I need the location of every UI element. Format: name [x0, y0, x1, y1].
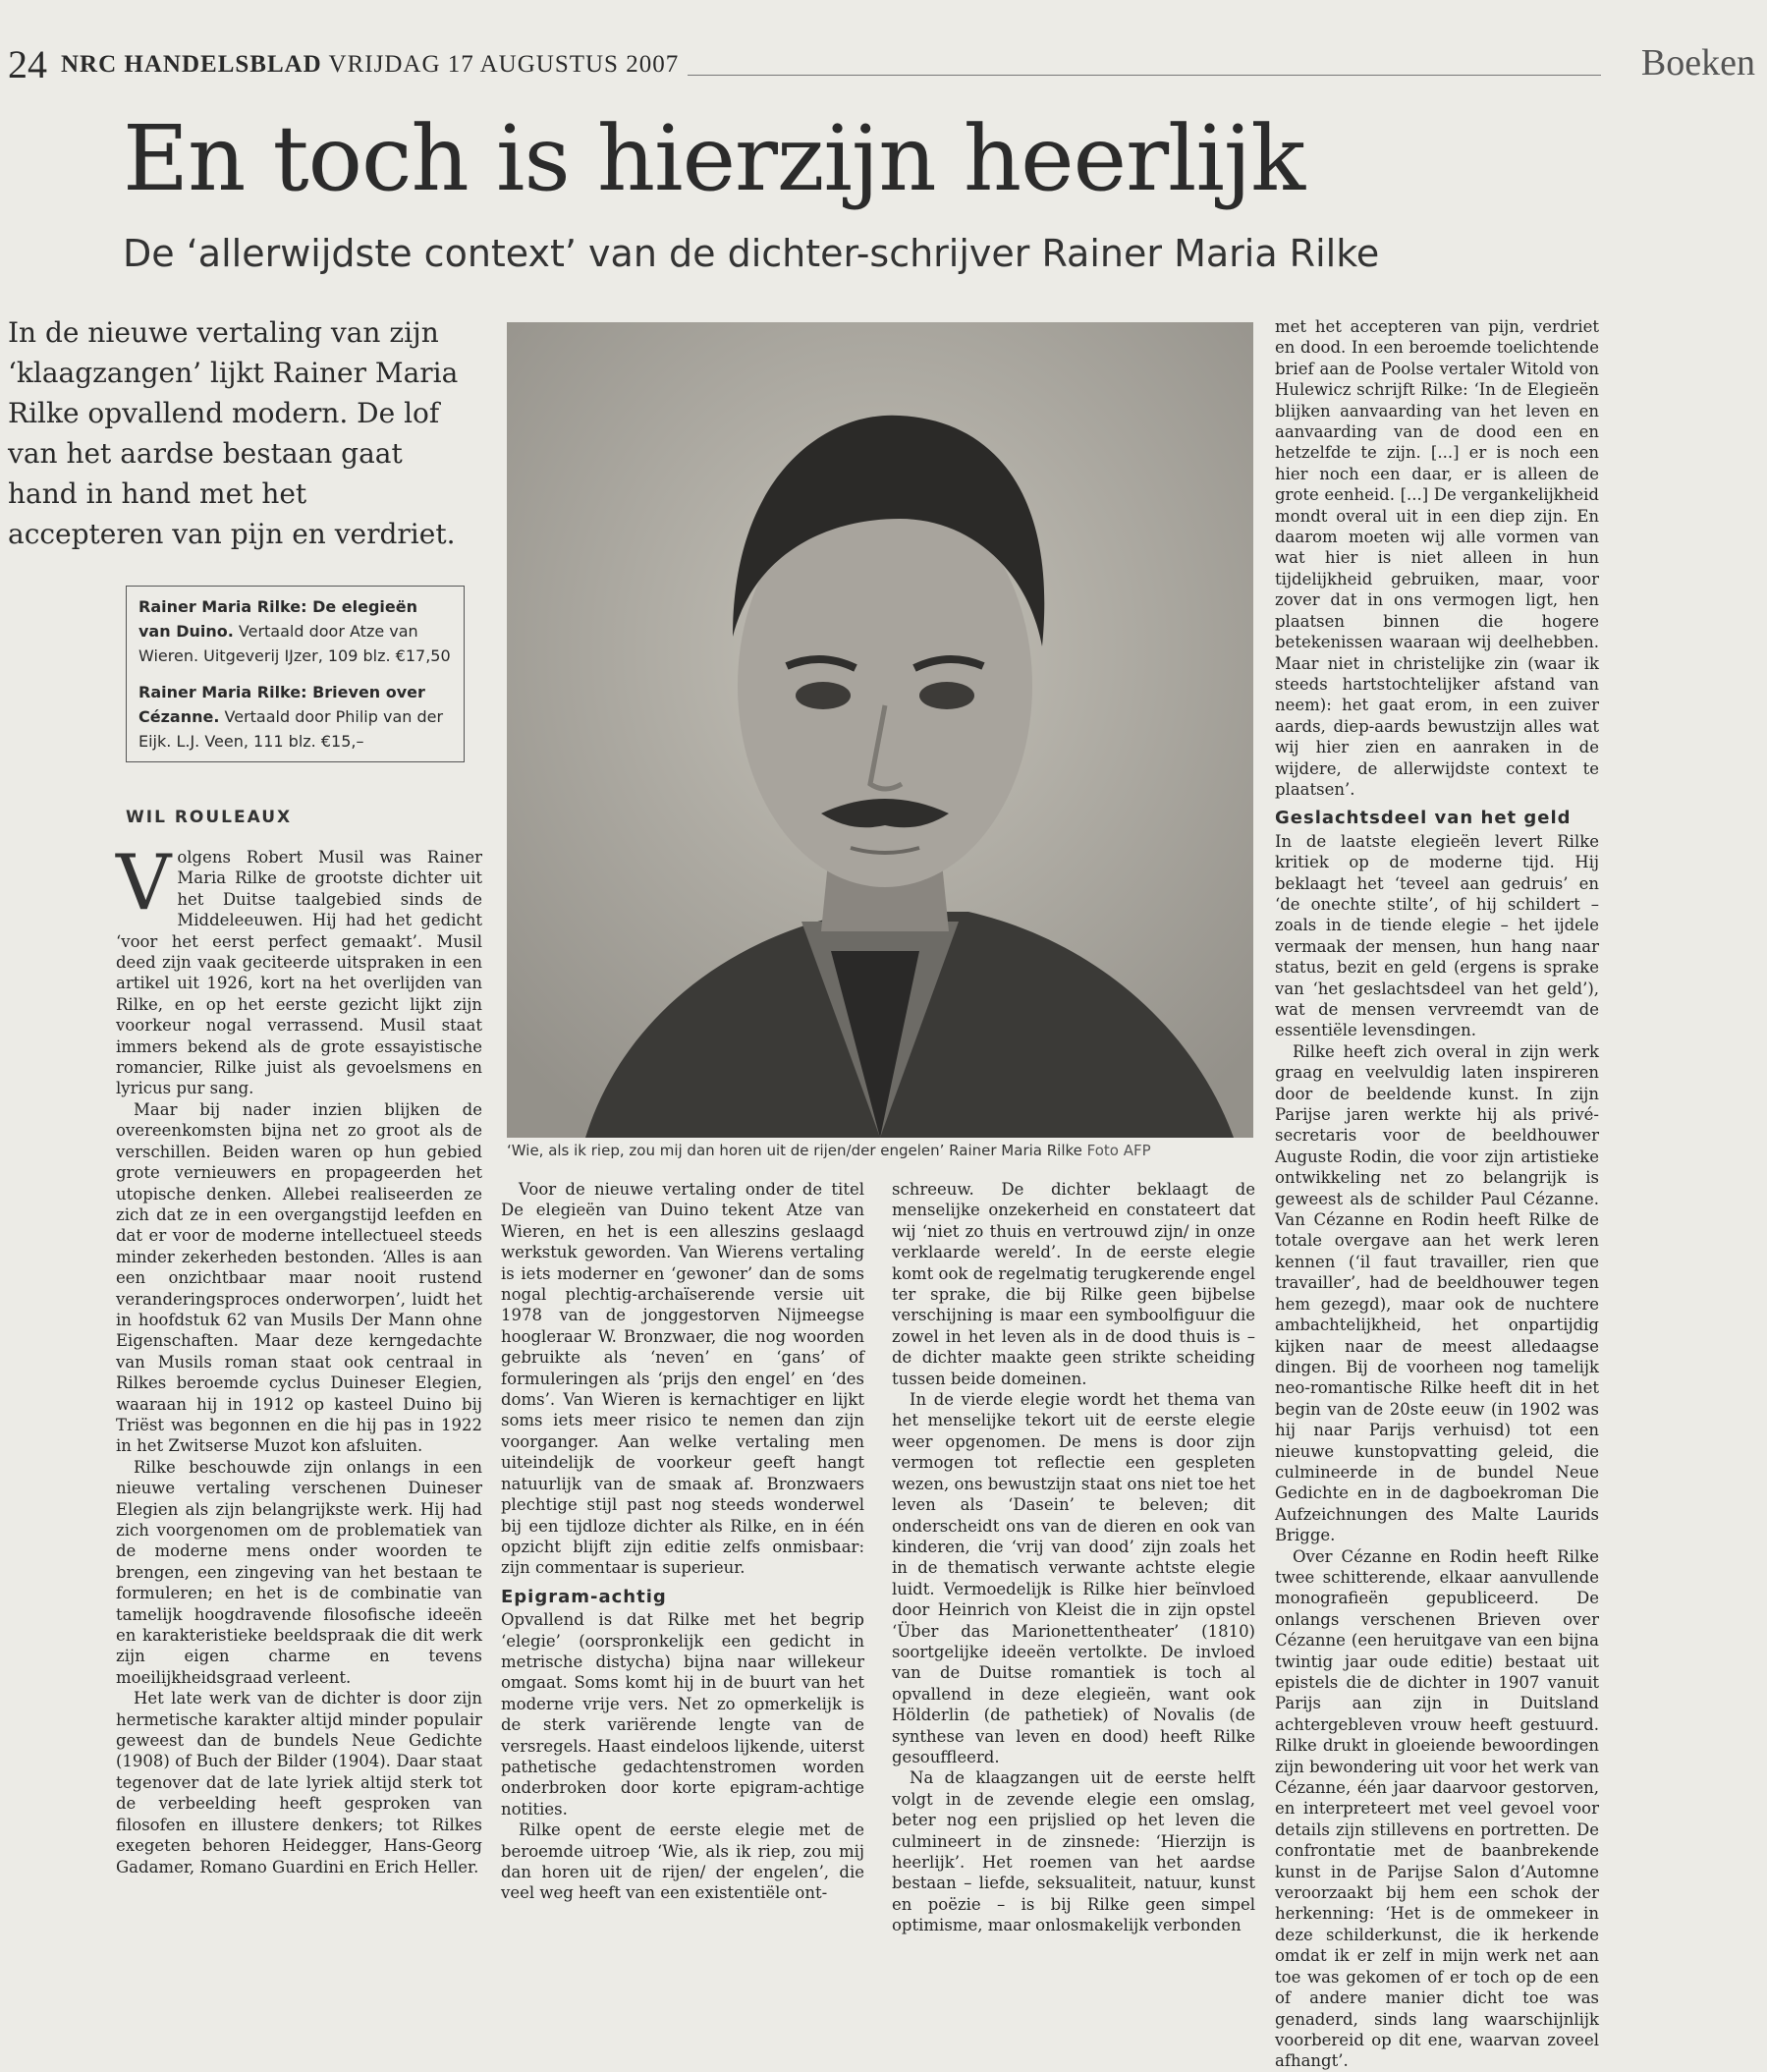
body-paragraph: Maar bij nader inzien blijken de overeenkomsten bijna net zo groot als de verschillen. Beiden waren op hun gebied grote vernieuwers en propageerden het utopische denken. Allebei realiseerden ze zich dat ze in een overgangstijd leefden en dat er voor de moderne intellectueel steeds minder zekerheden bestonden. ‘Alles is aan een onzichtbaar maar nooit rustend veranderingsproces onderworpen’, luidt het in hoofdstuk 62 van Musils Der Mann ohne Eigenschaften. Maar deze kerngedachte van Musils roman staat ook centraal in Rilkes beroemde cyclus Duineser Elegien, waaraan hij in 1912 op kasteel Duino bij Triëst was begonnen en die hij pas in 1922 in het Zwitserse Muzot kon afsluiten. [116, 1099, 482, 1456]
body-paragraph: Rilke beschouwde zijn onlangs in een nieuwe vertaling verschenen Duineser Elegien als zijn belangrijkste werk. Hij had zich voorgenomen om de problematiek van de moderne mens onder woorden te brengen, een zingeving van het bestaan te formuleren; en het is de combinatie van tamelijk hoogdravende filosofische ideeën en karakteristieke beeldspraak die dit werk zijn eigen charme en tevens moeilijkheidsgraad verleent. [116, 1457, 482, 1687]
body-paragraph: In de laatste elegieën levert Rilke kritiek op de moderne tijd. Hij beklaagt het ‘teveel aan gedruis’ en ‘de onechte stilte’, of hij schildert – zoals in de tiende elegie – het ijdele vermaak der mensen, hun hang naar status, bezit en geld (ergens is sprake van ‘het geslachtsdeel van het geld’), wat de mensen vervreemdt van de essentiële levensdingen. [1275, 831, 1599, 1040]
book-details: Vertaald door Philip van der Eijk. L.J. Veen, 111 blz. €15,– [138, 707, 444, 751]
headline: En toch is hierzijn heerlijk [123, 106, 1305, 211]
book-details: Vertaald door Atze van Wieren. Uitgeverij IJzer, 109 blz. €17,50 [138, 622, 451, 665]
portrait-photo [507, 322, 1253, 1138]
article-column-2 [501, 1179, 864, 2006]
issue-date: VRIJDAG 17 AUGUSTUS 2007 [328, 51, 680, 78]
section-label: Boeken [1640, 42, 1755, 84]
article-column-3 [892, 1179, 1255, 2006]
caption-text: ‘Wie, als ik riep, zou mij dan horen uit de rijen/der engelen’ Rainer Maria Rilke [507, 1142, 1082, 1159]
book-title: Rainer Maria Rilke: Brieven over Cézanne. [138, 683, 425, 726]
portrait-illustration [507, 322, 1253, 1138]
page-number: 24 [8, 42, 47, 86]
body-paragraph: Voor de nieuwe vertaling onder de titel De elegieën van Duino tekent Atze van Wieren, en het is een alleszins geslaagd werkstuk geworden. Van Wierens vertaling is iets moderner en ‘gewoner’ dan de soms nogal plechtig-archaïserende versie uit 1978 van de jonggestorven Nijmeegse hoogleraar W. Bronzwaer, die nog woorden gebruikte als ‘neven’ en ‘gans’ of formuleringen als ‘prijs den engel’ en ‘des doms’. Van Wieren is kernachtiger en lijkt soms iets meer risico te nemen dan zijn voorganger. Aan welke vertaling men uiteindelijk de voorkeur geeft hangt natuurlijk van de smaak af. Bronzwaers plechtige stijl past nog steeds wonderwel bij een tijdloze dichter als Rilke, en in één opzicht blijft zijn editie zelfs onmisbaar: zijn commentaar is superieur. [501, 1180, 864, 1578]
body-paragraph: Rilke opent de eerste elegie met de beroemde uitroep ‘Wie, als ik riep, zou mij dan horen uit de rijen/ der engelen’, die veel weg heeft van een existentiële ont- [501, 1820, 864, 1903]
photo-caption [507, 1142, 1253, 1159]
body-paragraph: In de vierde elegie wordt het thema van het menselijke tekort uit de eerste elegie weer opgenomen. De mens is door zijn vermogen tot reflectie een gespleten wezen, ons bewustzijn staat ons niet toe het leven als ‘Dasein’ te beleven; dit onderscheidt ons van de dieren en ook van kinderen, die ‘vrij van dood’ zijn zoals het in de thematisch verwante achtste elegie luidt. Vermoedelijk is Rilke hier beïnvloed door Heinrich von Kleist die in zijn opstel ‘Über das Marionettentheater’ (1810) soortgelijke ideeën vertolkte. De invloed van de Duitse romantiek is toch al opvallend in deze elegieën, want ook Hölderlin (de pathetiek) of Novalis (de synthese van leven en dood) heeft Rilke gesouffleerd. [892, 1390, 1255, 1766]
subheadline: De ‘allerwijdste context’ van de dichter-schrijver Rainer Maria Rilke [123, 232, 1380, 275]
section-heading: Geslachtsdeel van het geld [1275, 808, 1572, 829]
book-entry [138, 680, 452, 754]
body-paragraph: Na de klaagzangen uit de eerste helft volgt in de zevende elegie een omslag, beter nog een prijslied op het leven die culmineert in de zinsnede: ‘Hierzijn is heerlijk’. Het roemen van het aardse bestaan – liefde, seksualiteit, natuur, kunst en poëzie – is bij Rilke geen simpel optimisme, maar onlosmakelijk verbonden [892, 1768, 1255, 1935]
article-column-1 [116, 839, 482, 2006]
body-paragraph: met het accepteren van pijn, verdriet en dood. In een beroemde toelichtende brief aan de Poolse vertaler Witold von Hulewicz schrijft Rilke: ‘In de Elegieën blijken aanvaarding van het leven en aanvaarding van de dood een en hetzelfde te zijn. [...] er is noch een hier noch een daar, er is alleen de grote eenheid. [...] De vergankelijkheid mondt overal uit in een diep zijn. En daarom moeten wij alle vormen van wat hier is niet alleen in hun tijdelijkheid gebruiken, maar, voor zover dat in ons vermogen ligt, hen plaatsen binnen die hogere betekenissen waaraan wij deelhebben. Maar niet in christelijke zin (waar ik steeds hartstochtelijker afstand van neem): het gaat erom, in een zuiver aards, diep-aards bewustzijn alles wat wij hier zien en aanraken in de wijdere, de allerwijdste context te plaatsen’. [1275, 317, 1599, 799]
byline: WIL ROULEAUX [126, 808, 293, 827]
body-paragraph: schreeuw. De dichter beklaagt de menselijke onzekerheid en constateert dat wij ‘niet zo thuis en vertrouwd zijn/ in onze verklaarde wereld’. In de eerste elegie komt ook de regelmatig terugkerende engel ter sprake, die bij Rilke geen bijbelse verschijning is maar een symboolfiguur die zowel in het leven als in de dood thuis is – de dichter maakte geen strikte scheiding tussen beide domeinen. [892, 1180, 1255, 1388]
body-text: olgens Robert Musil was Rainer Maria Rilke de grootste dichter uit het Duitse taalgebied sinds de Middeleeuwen. Hij had het gedicht ‘voor het eerst perfect gemaakt’. Musil deed zijn vaak geciteerde uitspraken in een artikel uit 1926, kort na het overlijden van Rilke, en op het eerste gezicht lijkt zijn voorkeur nogal verrassend. Musil staat immers bekend als de grote essayistische romancier, Rilke juist als gevoelsmens en lyricus pur sang. [116, 848, 482, 1098]
photo-credit: Foto AFP [1086, 1142, 1151, 1159]
article-column-4 [1275, 316, 1599, 2071]
book-title: Rainer Maria Rilke: De elegieën van Duino. [138, 597, 418, 641]
body-paragraph: Het late werk van de dichter is door zijn hermetische karakter altijd minder populair geweest dan de bundels Neue Gedichte (1908) of Buch der Bilder (1904). Daar staat tegenover dat de late lyriek altijd sterk tot de verbeelding heeft gesproken van filosofen en illustere denkers; tot Rilkes exegeten behoren Heidegger, Hans-Georg Gadamer, Romano Guardini en Erich Heller. [116, 1689, 482, 1876]
body-paragraph: Over Cézanne en Rodin heeft Rilke twee schitterende, elkaar aanvullende monografieën gepubliceerd. De onlangs verschenen Brieven over Cézanne (een heruitgave van een bijna twintig jaar oude editie) bestaat uit epistels die de dichter in 1907 vanuit Parijs aan zijn in Duitsland achtergebleven vrouw heeft gestuurd. Rilke drukt in gloeiende bewoordingen zijn bewondering uit voor het werk van Cézanne, één jaar daarvoor gestorven, en interpreteert met veel gevoel voor details zijn stillevens en portretten. De confrontatie met de baanbrekende kunst in de Parijse Salon d’Automne veroorzaakt bij hem een schok der herkenning: ‘Het is de ommekeer in deze schilderkunst, die ik herkende omdat ik er zelf in mijn werk net aan toe was gekomen of er toch op de een of andere manier dicht toe was genaderd, sinds lang waarschijnlijk voorbereid op dit ene, waarvan zoveel afhangt’. [1275, 1546, 1599, 2071]
drop-cap: V [116, 839, 172, 927]
header-rule [688, 75, 1601, 76]
body-paragraph [116, 839, 482, 1099]
section-heading: Epigram-achtig [501, 1586, 667, 1607]
masthead [61, 51, 679, 79]
book-entry [138, 594, 452, 668]
book-info-box [126, 586, 465, 762]
body-paragraph: Opvallend is dat Rilke met het begrip ‘elegie’ (oorspronkelijk een gedicht in metrische distycha) bijna naar willekeur omgaat. Soms komt hij in de buurt van het moderne vrije vers. Net zo opmerkelijk is de sterk variërende lengte van de versregels. Haast eindeloos lijkende, uiterst pathetische gedachtenstromen worden onderbroken door korte epigram-achtige notities. [501, 1610, 864, 1819]
paper-name: NRC HANDELSBLAD [61, 51, 322, 78]
lead-paragraph: In de nieuwe vertaling van zijn ‘klaagzangen’ lijkt Rainer Maria Rilke opvallend modern. De lof van het aardse bestaan gaat hand in hand met het accepteren van pijn en verdriet. [8, 316, 459, 550]
body-paragraph: Rilke heeft zich overal in zijn werk graag en veelvuldig laten inspireren door de beeldende kunst. In zijn Parijse jaren werkte hij als privé-secretaris voor de beeldhouwer Auguste Rodin, die voor zijn artistieke ontwikkeling net zo belangrijk is geweest als de schilder Paul Cézanne. Van Cézanne en Rodin heeft Rilke de totale overgave aan het werk leren kennen (‘il faut travailler, rien que travailler’, had de beeldhouwer tegen hem gezegd), maar ook de nuchtere ambachtelijkheid, het onpartijdig kijken naar de meest alledaagse dingen. Bij de voorheen nog tamelijk neo-romantische Rilke heeft dit in het begin van de 20ste eeuw (in 1902 was hij naar Parijs verhuisd) tot een nieuwe kunstopvatting geleid, die culmineerde in de bundel Neue Gedichte en in de dagboekroman Die Aufzeichnungen des Malte Laurids Brigge. [1275, 1041, 1599, 1545]
